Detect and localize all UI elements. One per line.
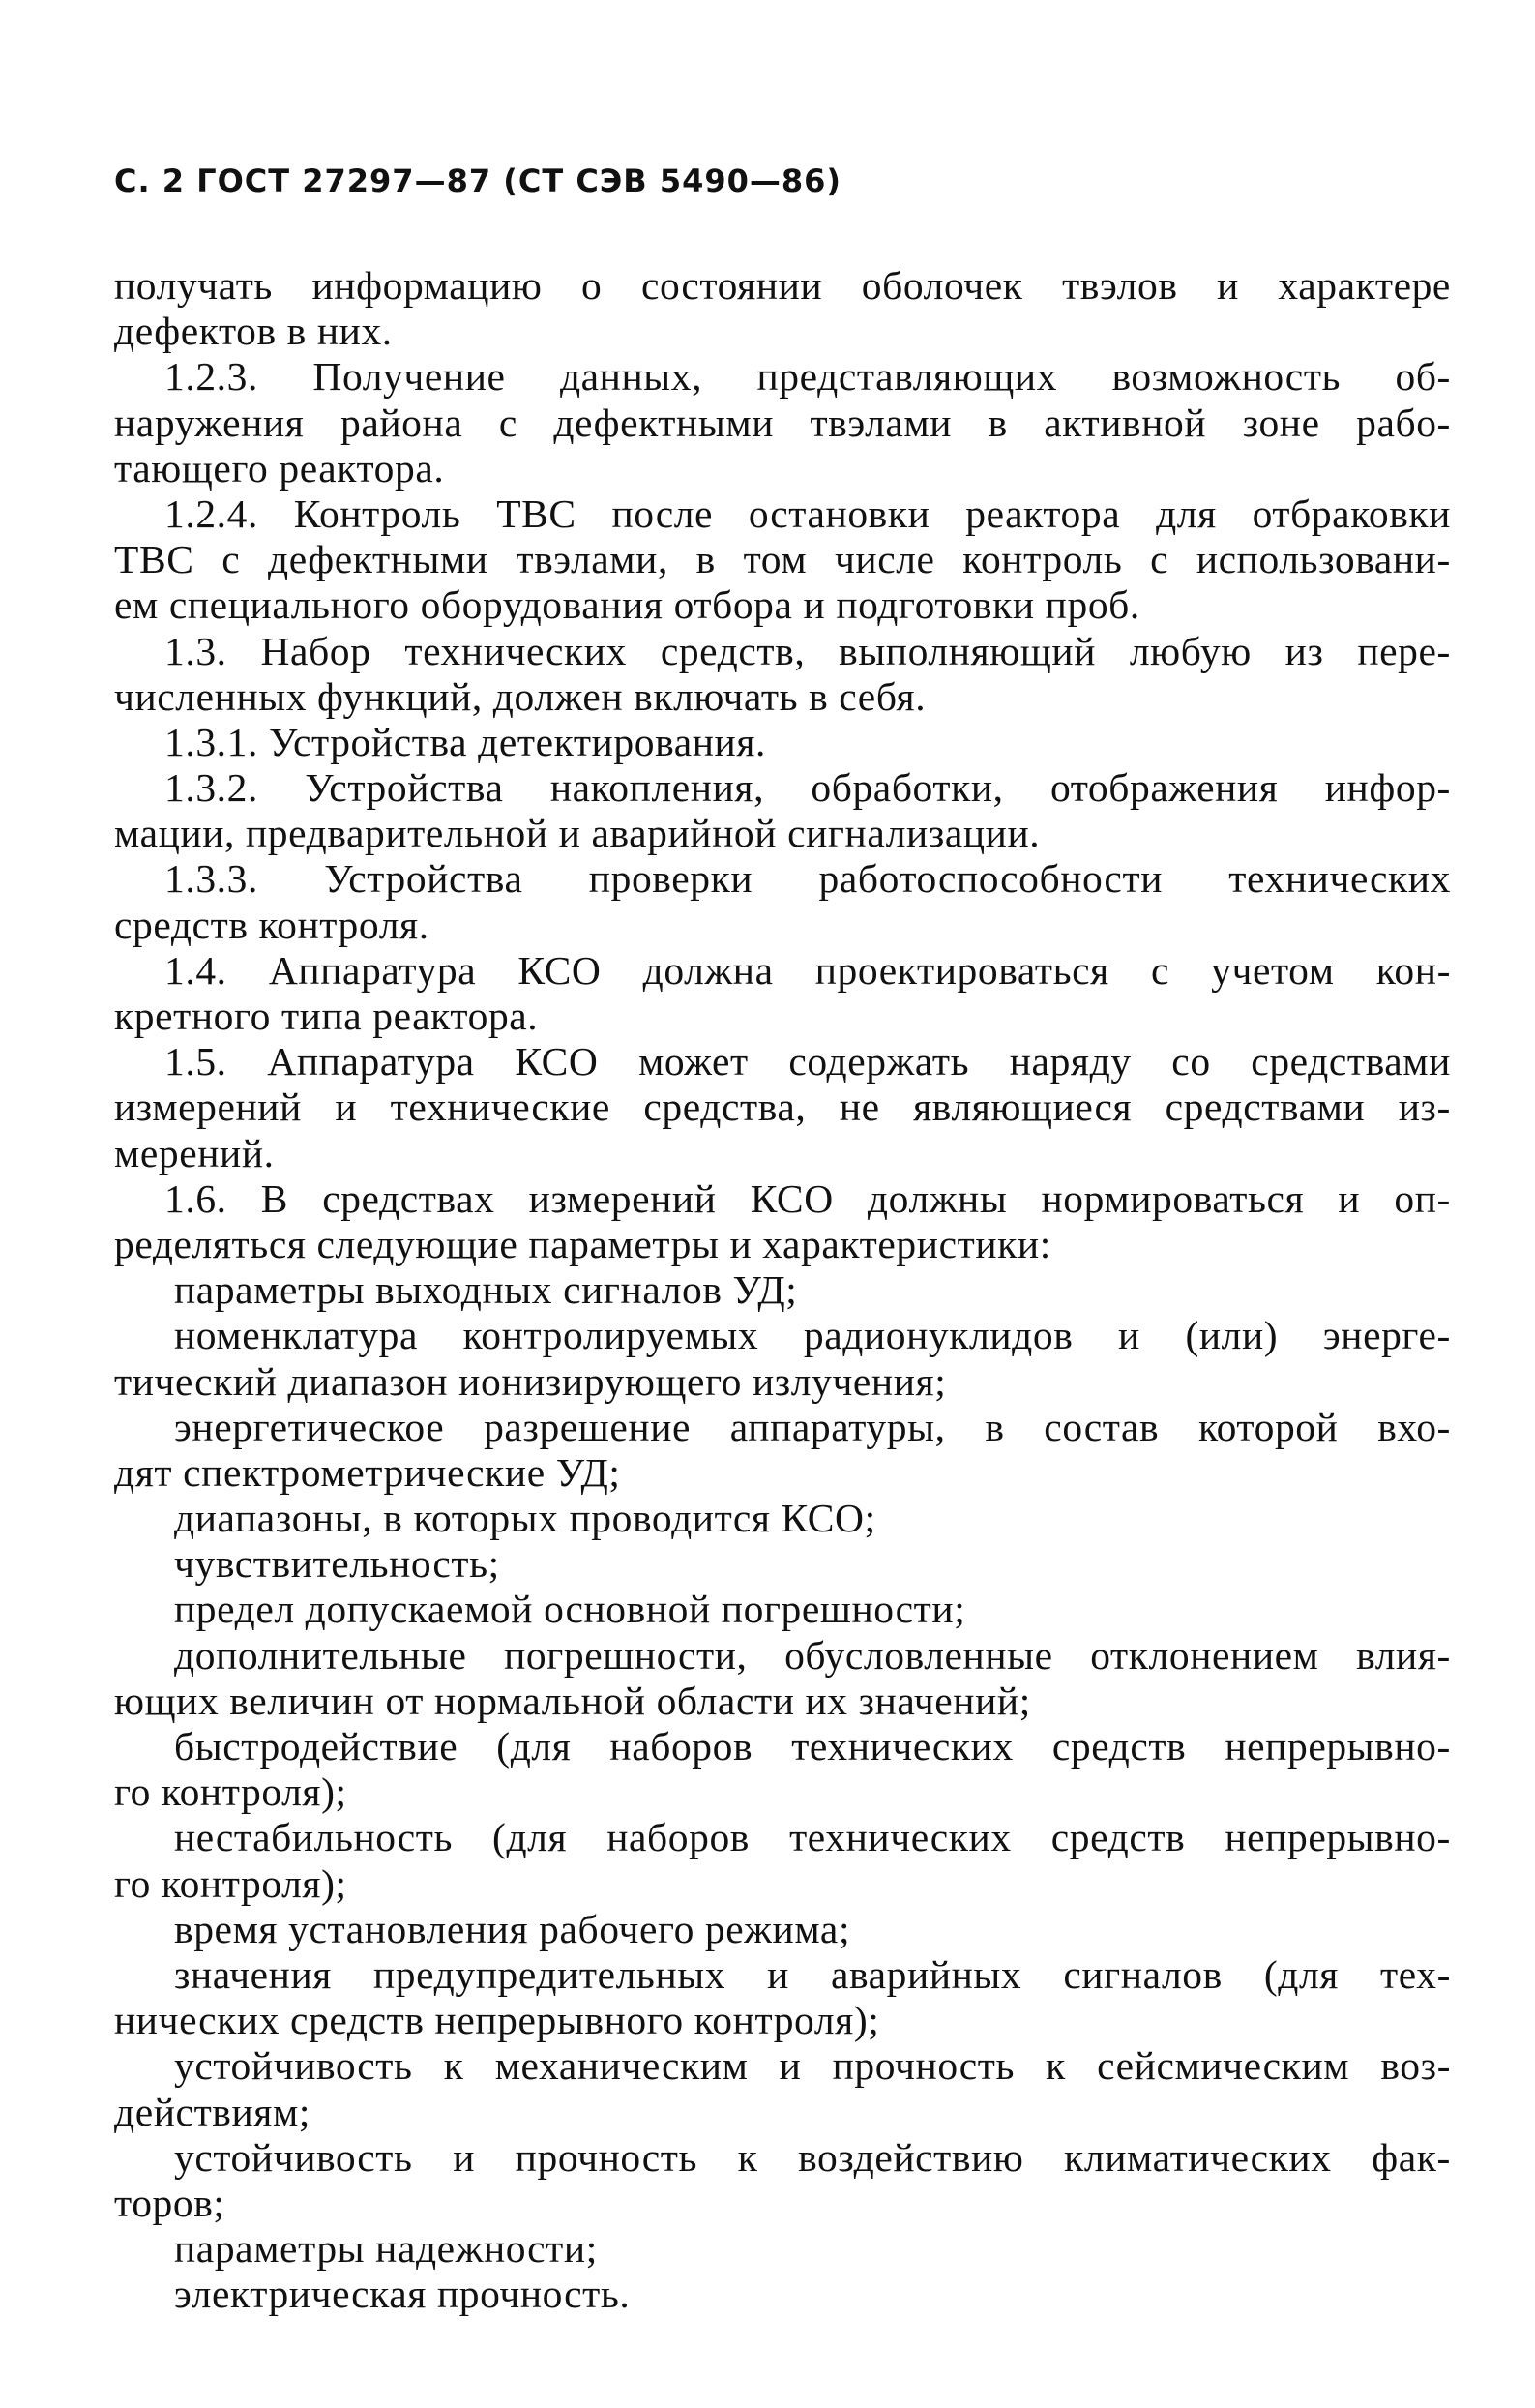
word: средств	[1050, 1815, 1186, 1860]
word: непрерывно-	[1225, 1815, 1451, 1860]
word: Устройства	[324, 856, 523, 902]
word: учетом	[1211, 947, 1335, 993]
text-line: тающего реактора.	[114, 445, 445, 491]
text-line: численных функций, должен включать в себя.	[114, 673, 927, 719]
word: которой	[1197, 1404, 1339, 1449]
word: энергетическое	[174, 1404, 445, 1449]
word: использовани-	[1196, 537, 1451, 582]
text-line	[114, 856, 1451, 902]
word: радионуклидов	[803, 1313, 1074, 1358]
word: наборов	[606, 1815, 751, 1860]
word: контролируемых	[462, 1313, 759, 1358]
word: погрешности,	[504, 1632, 748, 1678]
word: тех-	[1380, 1951, 1451, 1997]
word: дефектными	[553, 400, 775, 445]
word: воз-	[1380, 2043, 1451, 2089]
word: отклонением	[1090, 1632, 1319, 1678]
word: реактора	[965, 491, 1121, 536]
text-line	[114, 1039, 1451, 1085]
word: нормироваться	[1041, 1175, 1305, 1221]
word: предупредительных	[373, 1951, 726, 1997]
word: технических	[404, 628, 627, 673]
word: выполняющий	[839, 628, 1096, 673]
word: сейсмическим	[1097, 2043, 1350, 2089]
word: средств,	[660, 628, 806, 673]
word: пере-	[1357, 628, 1451, 673]
text-line: средств контроля.	[114, 902, 429, 947]
list-item: диапазоны, в которых проводится КСО;	[174, 1496, 876, 1541]
word: 1.2.4.	[164, 491, 258, 536]
word: твэлами,	[516, 537, 668, 582]
word: активной	[1044, 400, 1207, 445]
word: сигналов	[1063, 1951, 1223, 1997]
word: с	[1150, 537, 1169, 582]
word: средствами	[1165, 1085, 1366, 1130]
word: Контроль	[293, 491, 461, 536]
word: номенклатура	[174, 1313, 418, 1358]
word: представляющих	[756, 354, 1058, 400]
word: вхо-	[1377, 1404, 1451, 1449]
text-line	[114, 354, 1451, 400]
word: быстродействие	[174, 1724, 458, 1769]
word: оп-	[1394, 1175, 1451, 1221]
list-item	[114, 1724, 1451, 1769]
text-line	[114, 629, 1451, 674]
word: КСО	[515, 1039, 599, 1085]
text-line: мации, предварительной и аварийной сигнализации.	[114, 811, 1041, 856]
word: 1.3.	[164, 628, 227, 673]
word: твэлов	[1062, 263, 1178, 308]
word: получать	[114, 263, 273, 308]
word: фак-	[1372, 2134, 1451, 2180]
text-line	[114, 1085, 1451, 1130]
text-line	[114, 948, 1451, 994]
word: и	[767, 1951, 789, 1997]
word: о	[581, 263, 603, 308]
text-line	[114, 263, 1451, 309]
word: средств	[1051, 1724, 1187, 1769]
word: прочность	[832, 2043, 1015, 2089]
list-item: предел допускаемой основной погрешности;	[174, 1587, 966, 1632]
word: нестабильность	[174, 1815, 453, 1860]
word: В	[260, 1175, 289, 1221]
word: технических	[791, 1724, 1014, 1769]
text-line	[114, 765, 1451, 811]
word: для	[1156, 491, 1217, 536]
word: и	[1338, 1175, 1361, 1221]
word: проектироваться	[814, 947, 1109, 993]
word: с	[1150, 947, 1169, 993]
text-line: тический диапазон ионизирующего излучения;	[114, 1358, 947, 1404]
word: КСО	[517, 947, 602, 993]
word: после	[611, 491, 714, 536]
word: характере	[1278, 263, 1451, 308]
text-line: дят спектрометрические УД;	[114, 1449, 621, 1495]
word: в	[988, 400, 1008, 445]
word: устойчивость	[174, 2134, 413, 2180]
text-line: ем специального оборудования отбора и подготовки проб.	[114, 582, 1140, 628]
word: проверки	[588, 856, 753, 902]
word: работоспособности	[818, 856, 1163, 902]
word: (или)	[1185, 1313, 1279, 1358]
word: 1.5.	[164, 1039, 227, 1085]
word: об-	[1395, 354, 1451, 400]
word: непрерывно-	[1225, 1724, 1451, 1769]
word: ТВС	[114, 537, 194, 582]
list-item: параметры надежности;	[174, 2226, 598, 2272]
word: любую	[1129, 628, 1252, 673]
word: 1.3.3.	[164, 856, 258, 902]
text-line	[114, 401, 1451, 446]
word: механическим	[494, 2043, 749, 2089]
text-line: дефектов в них.	[114, 309, 393, 354]
word: (для	[496, 1724, 572, 1769]
word: из-	[1398, 1085, 1451, 1130]
text-line: кретного типа реактора.	[114, 994, 539, 1038]
word: в	[985, 1404, 1005, 1449]
word: Аппаратура	[268, 947, 477, 993]
word: КСО	[750, 1175, 834, 1221]
word: технических	[1228, 856, 1451, 902]
word: остановки	[748, 491, 930, 536]
word: климатических	[1064, 2134, 1332, 2180]
word: средствах	[322, 1175, 495, 1221]
text-line: 1.3.1. Устройства детектирования.	[164, 719, 767, 764]
word: информацию	[311, 263, 543, 308]
word: значения	[174, 1951, 332, 1997]
word: технические	[390, 1085, 610, 1130]
word: отбраковки	[1252, 491, 1451, 536]
running-head: С. 2 ГОСТ 27297—87 (СТ СЭВ 5490—86)	[114, 163, 842, 199]
text-line	[114, 537, 1451, 582]
word: к	[443, 2043, 464, 2089]
text-line: ределяться следующие параметры и характеристики:	[114, 1221, 1051, 1266]
word: района	[339, 400, 463, 445]
text-line	[114, 1176, 1451, 1222]
word: являющиеся	[913, 1085, 1133, 1130]
text-line: торов;	[114, 2180, 225, 2225]
word: средствами	[1251, 1039, 1451, 1085]
word: наружения	[114, 400, 305, 445]
word: и	[453, 2134, 476, 2180]
list-item	[114, 1633, 1451, 1679]
word: с	[221, 537, 241, 582]
word: не	[839, 1085, 880, 1130]
word: Аппаратура	[267, 1039, 475, 1085]
word: дополнительные	[174, 1632, 467, 1678]
word: к	[1046, 2043, 1066, 2089]
word: зоне	[1242, 400, 1320, 445]
list-item	[114, 1815, 1451, 1860]
word: Устройства	[305, 765, 504, 811]
word: контроль	[962, 537, 1123, 582]
word: аварийных	[830, 1951, 1022, 1997]
word: и	[335, 1085, 358, 1130]
text-line: го контроля);	[114, 1769, 347, 1815]
word: и	[1118, 1313, 1140, 1358]
word: к	[737, 2134, 758, 2180]
list-item	[114, 1952, 1451, 1998]
word: должна	[642, 947, 774, 993]
word: Набор	[260, 628, 371, 673]
word: и	[1217, 263, 1239, 308]
text-line: мерений.	[114, 1130, 275, 1175]
body-text	[114, 263, 1451, 2317]
text-line: го контроля);	[114, 1860, 347, 1906]
word: содержать	[788, 1039, 970, 1085]
text-line: действиям;	[114, 2089, 310, 2134]
word: (для	[492, 1815, 568, 1860]
text-line: нических средств непрерывного контроля);	[114, 1998, 880, 2043]
word: со	[1171, 1039, 1211, 1085]
list-item	[114, 1405, 1451, 1450]
word: должны	[867, 1175, 1008, 1221]
word: 1.2.3.	[164, 354, 258, 400]
word: 1.4.	[164, 947, 227, 993]
word: числе	[834, 537, 935, 582]
list-item	[114, 1313, 1451, 1358]
list-item: время установления рабочего режима;	[174, 1906, 851, 1951]
word: разрешение	[484, 1404, 692, 1449]
word: технических	[789, 1815, 1012, 1860]
word: состоянии	[640, 263, 823, 308]
word: обусловленные	[784, 1632, 1053, 1678]
word: Получение	[312, 354, 506, 400]
word: накопления,	[549, 765, 765, 811]
list-item: чувствительность;	[174, 1541, 500, 1587]
word: устойчивость	[174, 2043, 413, 2089]
word: аппаратуры,	[729, 1404, 946, 1449]
word: измерений	[528, 1175, 717, 1221]
list-item	[114, 2135, 1451, 2181]
word: ТВС	[496, 491, 576, 536]
word: наряду	[1009, 1039, 1132, 1085]
word: возможность	[1111, 354, 1342, 400]
word: кон-	[1375, 947, 1451, 993]
word: (для	[1263, 1951, 1339, 1997]
word: может	[638, 1039, 749, 1085]
word: из	[1284, 628, 1324, 673]
list-item: параметры выходных сигналов УД;	[174, 1267, 798, 1313]
text-line: ющих величин от нормальной области их значений;	[114, 1678, 1031, 1723]
list-item: электрическая прочность.	[174, 2272, 631, 2317]
text-line	[114, 491, 1451, 537]
word: оболочек	[861, 263, 1023, 308]
list-item	[114, 2043, 1451, 2089]
word: твэлами	[810, 400, 953, 445]
word: обработки,	[811, 765, 1004, 811]
word: энерге-	[1322, 1313, 1451, 1358]
word: состав	[1044, 1404, 1160, 1449]
word: рабо-	[1356, 400, 1451, 445]
word: в	[695, 537, 716, 582]
word: 1.6.	[164, 1175, 227, 1221]
word: воздействию	[798, 2134, 1024, 2180]
word: отображения	[1049, 765, 1279, 811]
word: инфор-	[1324, 765, 1451, 811]
word: влия-	[1356, 1632, 1451, 1678]
word: наборов	[609, 1724, 753, 1769]
word: средства,	[643, 1085, 807, 1130]
word: 1.3.2.	[164, 765, 258, 811]
word: измерений	[114, 1085, 302, 1130]
word: и	[779, 2043, 802, 2089]
word: прочность	[515, 2134, 698, 2180]
word: дефектными	[267, 537, 488, 582]
word: с	[498, 400, 517, 445]
word: том	[743, 537, 808, 582]
word: данных,	[559, 354, 703, 400]
